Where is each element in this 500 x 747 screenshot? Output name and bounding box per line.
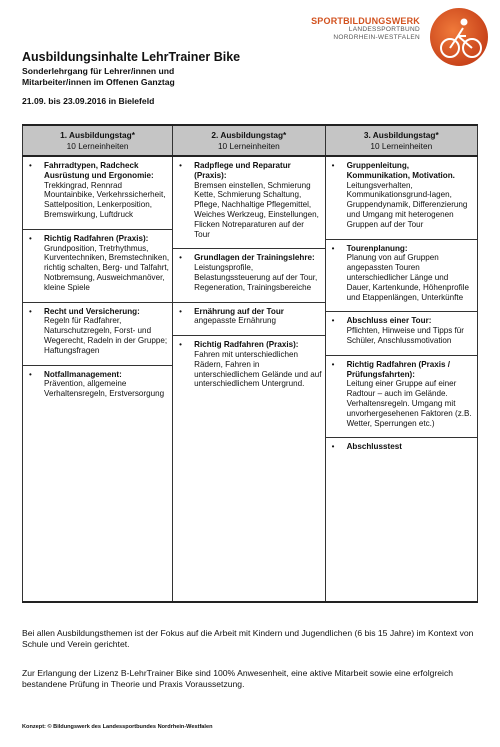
day-2-units: 10 Lerneinheiten <box>217 140 280 151</box>
concept-credit: Konzept: © Bildungswerk des Landessportbundes Nordrhein-Westfalen <box>22 724 213 730</box>
divider <box>173 335 324 336</box>
item-text: Trekkingrad, Rennrad Mountainbike, Verkehrssicherheit, Sattelposition, Lenkerposition, Bremswirkung, Luftdruck <box>44 180 166 219</box>
day-2-header <box>173 125 325 156</box>
list-item <box>176 340 321 389</box>
list-item <box>26 161 169 220</box>
divider <box>23 365 172 366</box>
item-title: • Richtig Radfahren (Praxis): <box>194 340 299 350</box>
footer-paragraph-2: Zur Erlangung der Lizenz B-LehrTrainer Bike sind 100% Anwesenheit, eine aktive Mitarbeit sowie eine erfolgreich bestandene Prüfung in Theorie und Praxis Voraussetzung. <box>22 668 454 689</box>
item-text: Leistungsprofile, Belastungssteuerung auf der Tour, Regeneration, Trainingsbereiche <box>194 263 318 292</box>
list-item <box>176 307 321 327</box>
training-plan-table <box>22 124 478 603</box>
item-text: Planung von auf Gruppen angepassten Touren unterschiedlicher Länge und Dauer, Kartenkunde, Höhenprofile und Etappenlängen, Unterkünfte <box>346 253 469 302</box>
item-title: • Notfallmanagement: <box>44 369 122 379</box>
item-text: Fahren mit unterschiedlichen Rädern, Fahren in unterschiedlichem Gelände und auf unterschiedlichem Untergrund. <box>194 349 322 389</box>
logo-line-1: LANDESSPORTBUND <box>348 26 420 33</box>
divider <box>23 229 172 230</box>
day-3-title: 3. Ausbildungstag* <box>363 130 439 140</box>
item-text: Leitungsverhalten, Kommunikationsgrund-lagen, Gruppendynamik, Differenzierung und Umgang mit heterogenen Gruppen auf der Tour <box>346 180 468 229</box>
divider <box>173 248 324 249</box>
day-1-units: 10 Lerneinheiten <box>66 140 129 151</box>
divider <box>326 437 477 438</box>
item-text: Bremsen einstellen, Schmierung Kette, Schmierung Schaltung, Pflege, Nachhaltige Pflegemittel, Weiches Werkzeug, Einstellungen, Flicken Notreparaturen auf der Tour <box>194 180 319 239</box>
list-item <box>26 307 169 356</box>
item-text: Regeln für Radfahrer, Naturschutzregeln, Forst- und Wegerecht, Radeln in der Gruppe; Haftungsfragen <box>44 316 168 355</box>
list-item <box>329 161 474 230</box>
day-2-content <box>173 156 325 602</box>
document-title: Ausbildungsinhalte LehrTrainer Bike <box>22 50 241 64</box>
item-title: • Richtig Radfahren (Praxis / Prüfungsfahrten): <box>346 359 451 379</box>
divider <box>326 239 477 240</box>
item-title: • Fahrradtypen, Radcheck Ausrüstung und Ergonomie: <box>44 161 154 180</box>
list-item <box>176 253 321 292</box>
item-text: Pflichten, Hinweise und Tipps für Schüler, Anschlussmotivation <box>346 326 464 345</box>
day-1-title: 1. Ausbildungstag* <box>60 130 135 140</box>
list-item <box>329 360 474 429</box>
course-date: 21.09. bis 23.09.2016 in Bielefeld <box>22 96 155 106</box>
divider <box>326 355 477 356</box>
divider <box>173 302 324 303</box>
logo-line-2: NORDRHEIN-WESTFALEN <box>333 34 420 41</box>
list-item <box>329 244 474 303</box>
logo-brand: SPORTBILDUNGSWERK <box>311 16 420 26</box>
item-text: Grundposition, Tretrhythmus, Kurventechniken, Bremstechniken, richtig schalten, Berg- und Talfahrt, Notbremsung, Ausweichmanöver, kleine Spiele <box>44 243 170 292</box>
item-title: • Radpflege und Reparatur (Praxis): <box>194 161 291 180</box>
list-item <box>329 316 474 345</box>
list-item <box>176 161 321 239</box>
list-item <box>26 234 169 293</box>
item-title: • Abschlusstest <box>346 442 402 452</box>
divider <box>326 311 477 312</box>
day-1-content <box>23 156 173 602</box>
item-title: • Tourenplanung: <box>346 243 408 253</box>
subtitle-line-2: Mitarbeiter/innen im Offenen Ganztag <box>22 77 175 87</box>
item-title: • Ernährung auf der Tour <box>194 306 284 316</box>
item-title: • Abschluss einer Tour: <box>346 316 432 326</box>
item-text: angepasste Ernährung <box>194 316 277 326</box>
item-title: • Grundlagen der Trainingslehre: <box>194 253 315 263</box>
footer-paragraph-1: Bei allen Ausbildungsthemen ist der Fokus auf die Arbeit mit Kindern und Jugendlichen (6 bis 15 Jahre) im Kontext von Schule und Verein gerichtet. <box>22 628 474 649</box>
item-title: • Richtig Radfahren (Praxis): <box>44 233 149 243</box>
document-header <box>22 50 322 106</box>
item-text: Leitung einer Gruppe auf einer Radtour – auch im Gelände. Verhaltensregeln. Umgang mit unvorhergesehenen Faktoren (z.B. Wetter, Sperrungen etc.) <box>346 379 472 428</box>
day-1-header <box>23 125 173 156</box>
list-item <box>26 370 169 399</box>
item-title: • Gruppenleitung, Kommunikation, Motivation. <box>346 161 455 180</box>
cyclist-logo-icon <box>430 8 488 66</box>
day-2-title: 2. Ausbildungstag* <box>211 130 287 140</box>
item-text: Prävention, allgemeine Verhaltensregeln, Erstversorgung <box>44 379 165 399</box>
logo-text <box>311 16 420 42</box>
day-3-content <box>325 156 477 602</box>
list-item <box>329 442 474 452</box>
item-title: • Recht und Versicherung: <box>44 306 140 316</box>
day-3-header <box>325 125 477 156</box>
subtitle-line-1: Sonderlehrgang für Lehrer/innen und <box>22 66 175 76</box>
divider <box>23 302 172 303</box>
day-3-units: 10 Lerneinheiten <box>370 140 433 151</box>
